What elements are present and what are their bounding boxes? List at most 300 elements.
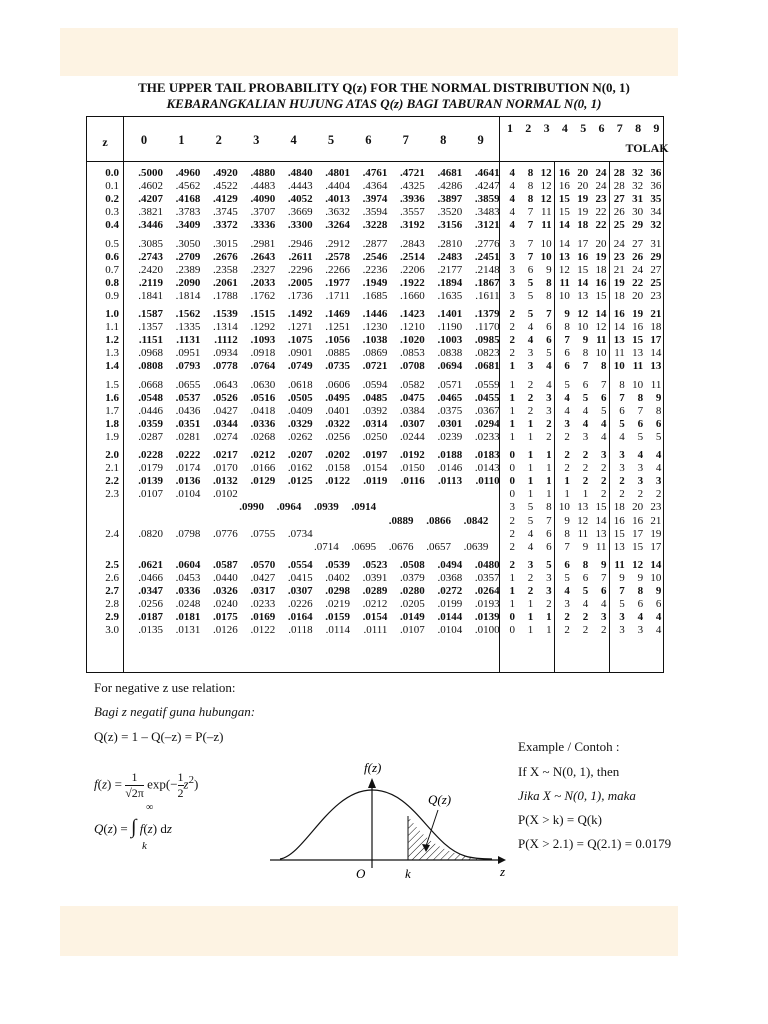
- cell-value: .3632: [325, 206, 350, 219]
- cell-value: .0274: [213, 430, 238, 443]
- cell-tolak: 14: [595, 308, 607, 320]
- cell-tolak: 4: [546, 378, 552, 391]
- cell-value: .0280: [400, 585, 425, 597]
- cell-value: .0351: [175, 417, 201, 430]
- cell-tolak: 7: [601, 378, 607, 391]
- cell-tolak: 10: [650, 571, 662, 584]
- example-line-2: Jika X ~ N(0, 1), maka: [518, 788, 636, 803]
- cell-tolak: 18: [577, 219, 589, 232]
- cell-tolak: 18: [650, 321, 662, 334]
- cell-value: .0126: [213, 624, 238, 637]
- cell-tolak: 3: [619, 449, 625, 461]
- cell-value: .0118: [288, 624, 313, 637]
- cell-value: .0248: [175, 598, 201, 611]
- cell-value: .2090: [175, 276, 201, 289]
- cell-value: .0516: [250, 391, 276, 404]
- cell-tolak: 8: [582, 558, 589, 571]
- cell-value-split: .0866: [426, 514, 451, 527]
- row-z: 1.9: [105, 430, 119, 443]
- cell-tolak: 14: [558, 219, 570, 232]
- cell-value: .0136: [175, 475, 201, 488]
- cell-tolak: 11: [559, 276, 570, 289]
- cell-value: .4562: [175, 180, 201, 193]
- cell-tolak: 2: [564, 462, 570, 475]
- cell-tolak: 5: [527, 289, 534, 302]
- cell-tolak: 4: [527, 527, 534, 540]
- cell-value: .0539: [325, 558, 350, 571]
- cell-tolak: 1: [527, 417, 534, 430]
- cell-value: .4801: [325, 167, 350, 179]
- cell-value: .2843: [400, 237, 425, 250]
- row-z: 1.1: [105, 321, 119, 334]
- cell-value: .0175: [213, 611, 238, 624]
- cell-value: .0621: [138, 558, 163, 571]
- cell-value: .4522: [213, 180, 238, 193]
- cell-tolak: 5: [637, 430, 644, 443]
- cell-value: .0951: [175, 347, 201, 360]
- cell-tolak: 2: [527, 585, 534, 597]
- cell-tolak: 2: [582, 475, 589, 488]
- cell-tolak: 5: [527, 501, 534, 514]
- cell-tolak: 2: [582, 624, 589, 637]
- cell-tolak: 1: [546, 611, 552, 624]
- cell-tolak: 2: [546, 430, 552, 443]
- cell-tolak: 11: [596, 334, 607, 347]
- row-z: 2.0: [105, 449, 119, 461]
- cell-tolak: 2: [509, 321, 515, 334]
- cell-value: .0465: [437, 391, 463, 404]
- cell-tolak: 4: [527, 334, 534, 347]
- cell-tolak: 2: [527, 391, 534, 404]
- cell-value: .3015: [213, 237, 238, 250]
- cell-value: .2358: [213, 263, 238, 276]
- cell-tolak: 5: [655, 430, 662, 443]
- table-row: [87, 598, 665, 611]
- cell-value: .1814: [175, 289, 201, 302]
- cell-value: .0107: [138, 488, 163, 501]
- cell-tolak: 12: [595, 321, 607, 334]
- cell-tolak: 15: [595, 501, 607, 514]
- cell-tolak: 5: [564, 571, 570, 584]
- cell-value: .0139: [474, 611, 500, 624]
- cell-value: .0110: [475, 475, 500, 488]
- cell-tolak: 21: [650, 514, 662, 527]
- cell-value: .0104: [175, 488, 201, 501]
- table-row: [87, 449, 665, 462]
- cell-tolak: 0: [509, 488, 515, 501]
- row-z: 0.0: [105, 167, 119, 179]
- cell-value: .1357: [138, 321, 163, 334]
- cell-value: .0289: [362, 585, 388, 597]
- example-line-4: P(X > 2.1) = Q(2.1) = 0.0179: [518, 836, 672, 851]
- cell-value: .0401: [325, 404, 350, 417]
- cell-value: .0418: [250, 404, 276, 417]
- cell-tolak: 23: [595, 193, 607, 206]
- cell-value: .2420: [138, 263, 163, 276]
- cell-value: .0233: [250, 598, 276, 611]
- table-row: [87, 238, 665, 251]
- row-z: 2.1: [105, 462, 119, 475]
- cell-value: .0708: [400, 360, 425, 373]
- cell-value: .4090: [250, 193, 276, 206]
- tolak-header-8: 8: [635, 121, 642, 135]
- cell-tolak: 7: [564, 334, 570, 347]
- cell-value: .3783: [175, 206, 201, 219]
- row-z: 2.4: [105, 527, 119, 540]
- table-row: [87, 180, 665, 193]
- cell-value: .0169: [250, 611, 276, 624]
- cell-tolak: 8: [527, 193, 534, 206]
- cell-tolak: 9: [637, 571, 644, 584]
- cell-tolak: 21: [613, 263, 625, 276]
- cell-value: .3745: [213, 206, 238, 219]
- cell-value: .5000: [138, 167, 163, 179]
- cell-value: .0336: [175, 585, 201, 597]
- cell-value: .4364: [362, 180, 388, 193]
- cell-tolak: 16: [558, 180, 570, 193]
- cell-value: .0901: [287, 347, 313, 360]
- cell-tolak: 12: [540, 193, 552, 206]
- cell-tolak: 11: [614, 558, 625, 571]
- cell-tolak: 1: [527, 611, 534, 624]
- cell-value: .3594: [362, 206, 388, 219]
- cell-tolak: 2: [509, 347, 515, 360]
- cell-value: .0132: [213, 475, 238, 488]
- cell-tolak: 9: [564, 514, 570, 527]
- cell-tolak: 1: [509, 585, 515, 597]
- table-row: [87, 515, 665, 528]
- cell-value: .0104: [437, 624, 463, 637]
- cell-value: .0129: [250, 475, 276, 488]
- row-z: 2.7: [105, 585, 119, 597]
- cell-tolak: 11: [541, 206, 552, 219]
- cell-tolak: 13: [595, 527, 607, 540]
- cell-value: .2546: [362, 250, 388, 263]
- cell-value: .3336: [250, 219, 276, 232]
- cell-value: .4404: [325, 180, 350, 193]
- cell-value: .2743: [138, 250, 163, 263]
- cell-tolak: 3: [546, 585, 552, 597]
- cell-value: .0402: [325, 571, 350, 584]
- cell-value: .3897: [437, 193, 463, 206]
- cell-value: .0808: [138, 360, 163, 373]
- cell-value: .0485: [362, 391, 388, 404]
- cell-tolak: 18: [613, 501, 625, 514]
- cell-tolak: 18: [595, 263, 607, 276]
- cell-tolak: 7: [527, 237, 534, 250]
- cell-value: .0212: [250, 449, 276, 461]
- cell-value: .1788: [213, 289, 238, 302]
- table-row: [87, 347, 665, 360]
- cell-value: .0440: [213, 571, 238, 584]
- cell-value: .0594: [362, 378, 388, 391]
- cell-tolak: 9: [655, 585, 662, 597]
- cell-value: .0281: [175, 430, 201, 443]
- cell-value: .0116: [400, 475, 425, 488]
- cell-tolak: 3: [527, 347, 534, 360]
- cell-tolak: 2: [655, 488, 662, 501]
- z-header: z: [102, 135, 108, 149]
- cell-value: .0298: [325, 585, 350, 597]
- cell-value: .3192: [400, 219, 425, 232]
- cell-tolak: 2: [527, 378, 534, 391]
- cell-value: .0233: [474, 430, 500, 443]
- cell-tolak: 23: [650, 501, 662, 514]
- cell-tolak: 15: [632, 334, 644, 347]
- cell-tolak: 17: [632, 527, 644, 540]
- col-header-1: 1: [178, 133, 185, 147]
- cell-value: .0158: [325, 462, 350, 475]
- qz-formula: Q(z) = ∫ f(z) dz ∞ k: [94, 802, 172, 852]
- row-z: 1.2: [105, 334, 119, 347]
- cell-value: .0347: [138, 585, 163, 597]
- cell-value: .0256: [325, 430, 350, 443]
- cell-value: .0150: [400, 462, 425, 475]
- cell-value: .0618: [287, 378, 313, 391]
- cell-tolak: 1: [564, 488, 570, 501]
- cell-tolak: 3: [637, 475, 644, 488]
- graph-x-label: z: [500, 864, 506, 879]
- cell-tolak: 14: [595, 514, 607, 527]
- cell-tolak: 2: [601, 488, 607, 501]
- cell-value: .3228: [362, 219, 388, 232]
- cell-value: .0272: [437, 585, 463, 597]
- cell-tolak: 4: [582, 598, 589, 611]
- row-z: 2.6: [105, 571, 119, 584]
- cell-value: .0526: [213, 391, 238, 404]
- cell-tolak: 6: [564, 347, 570, 360]
- cell-tolak: 9: [601, 558, 607, 571]
- cell-value: .1292: [250, 321, 276, 334]
- cell-tolak: 5: [546, 558, 552, 571]
- cell-tolak: 4: [637, 611, 644, 624]
- cell-value: .0256: [138, 598, 163, 611]
- cell-value: .3300: [287, 219, 313, 232]
- cell-tolak: 2: [509, 334, 515, 347]
- cell-tolak: 6: [655, 417, 662, 430]
- cell-value: .2296: [287, 263, 313, 276]
- cell-tolak: 11: [541, 219, 552, 232]
- cell-value: .0571: [437, 378, 463, 391]
- cell-value: .4840: [287, 167, 313, 179]
- cell-value: .0548: [138, 391, 163, 404]
- cell-value: .2611: [288, 250, 313, 263]
- cell-tolak: 13: [577, 501, 589, 514]
- cell-tolak: 6: [637, 598, 644, 611]
- cell-tolak: 0: [509, 475, 515, 488]
- cell-value: .0436: [175, 404, 201, 417]
- table-row: [87, 308, 665, 321]
- cell-value: .4325: [400, 180, 425, 193]
- cell-value: .0122: [325, 475, 350, 488]
- cell-tolak: 19: [613, 276, 625, 289]
- cell-tolak: 3: [637, 624, 644, 637]
- row-z: 1.4: [105, 360, 119, 373]
- cell-value: .4129: [213, 193, 238, 206]
- table-row: [87, 379, 665, 392]
- cell-value: .1635: [437, 289, 463, 302]
- cell-tolak: 8: [546, 276, 552, 289]
- cell-tolak: 22: [632, 276, 644, 289]
- cell-tolak: 8: [637, 585, 644, 597]
- cell-tolak: 2: [601, 462, 607, 475]
- cell-value: .2877: [362, 237, 388, 250]
- cell-value: .4013: [325, 193, 350, 206]
- cell-value: .1660: [400, 289, 425, 302]
- row-z: 1.5: [105, 378, 119, 391]
- cell-tolak: 24: [595, 167, 607, 179]
- cell-value: .0100: [474, 624, 500, 637]
- cell-value: .3121: [474, 219, 500, 232]
- cell-tolak: 12: [632, 558, 644, 571]
- cell-value: .0505: [287, 391, 313, 404]
- cell-value: .0197: [362, 449, 388, 461]
- top-shade: [60, 28, 678, 76]
- cell-tolak: 16: [632, 321, 644, 334]
- example-line-1: If X ~ N(0, 1), then: [518, 764, 620, 779]
- table-row: [87, 501, 665, 514]
- cell-value-split: .0889: [388, 514, 414, 527]
- cell-value: .2643: [250, 250, 276, 263]
- tolak-header-4: 4: [561, 121, 568, 135]
- cell-value: .3085: [138, 237, 163, 250]
- cell-tolak: 10: [540, 250, 552, 263]
- cell-value: .0114: [325, 624, 350, 637]
- cell-value: .0409: [287, 404, 313, 417]
- cell-value: .1762: [250, 289, 276, 302]
- cell-value: .0174: [175, 462, 201, 475]
- cell-value: .0226: [287, 598, 313, 611]
- cell-value: .4443: [287, 180, 313, 193]
- cell-value: .0508: [400, 558, 425, 571]
- cell-value: .2119: [138, 276, 163, 289]
- cell-value: .0778: [213, 360, 238, 373]
- cell-value: .4602: [138, 180, 163, 193]
- cell-value: .1841: [138, 289, 163, 302]
- cell-value: .0262: [287, 430, 313, 443]
- cell-value: .2514: [400, 250, 425, 263]
- cell-tolak: 3: [619, 462, 625, 475]
- cell-value: .0164: [287, 611, 313, 624]
- cell-value: .0734: [287, 527, 313, 540]
- tolak-header-5: 5: [580, 121, 587, 135]
- cell-tolak: 22: [595, 206, 607, 219]
- cell-value: .0244: [400, 430, 425, 443]
- cell-tolak: 1: [546, 488, 552, 501]
- cell-tolak: 14: [577, 276, 589, 289]
- cell-tolak: 22: [595, 219, 607, 232]
- cell-tolak: 1: [564, 475, 570, 488]
- cell-value: .1251: [325, 321, 350, 334]
- cell-tolak: 1: [527, 430, 534, 443]
- cell-value: .2177: [437, 263, 463, 276]
- cell-value: .2946: [287, 237, 313, 250]
- cell-tolak: 11: [577, 527, 589, 540]
- cell-value: .2709: [175, 250, 201, 263]
- cell-value: .0144: [437, 611, 463, 624]
- cell-value: .0344: [213, 417, 238, 430]
- table-row: [87, 528, 665, 541]
- tolak-header-1: 1: [507, 121, 513, 135]
- cell-value: .1736: [287, 289, 313, 302]
- row-z: 1.6: [105, 391, 119, 404]
- cell-value: .1587: [138, 308, 163, 320]
- cell-value: .0159: [325, 611, 350, 624]
- cell-value: .4286: [437, 180, 463, 193]
- table-row: [87, 405, 665, 418]
- row-z: 0.3: [105, 206, 119, 219]
- cell-value: .2483: [437, 250, 463, 263]
- col-header-2: 2: [215, 133, 222, 147]
- cell-value: .0294: [474, 417, 500, 430]
- cell-value: .4641: [474, 167, 500, 179]
- cell-value: .0455: [474, 391, 500, 404]
- cell-value: .0139: [138, 475, 163, 488]
- row-z: 1.0: [105, 308, 119, 320]
- cell-tolak: 13: [650, 360, 662, 373]
- cell-value-split: .0842: [463, 514, 489, 527]
- cell-value: .2810: [437, 237, 463, 250]
- cell-value: .0193: [474, 598, 500, 611]
- cell-value: .1379: [474, 308, 500, 320]
- graph-area-label: Q(z): [428, 792, 452, 807]
- table-row: [87, 462, 665, 475]
- cell-value: .0240: [213, 598, 238, 611]
- cell-value: .0179: [138, 462, 163, 475]
- cell-tolak: 19: [632, 308, 644, 320]
- cell-value: .1515: [250, 308, 276, 320]
- cell-value: .0357: [474, 571, 500, 584]
- cell-value: .0207: [287, 449, 313, 461]
- cell-tolak: 4: [637, 449, 644, 461]
- cell-tolak: 16: [613, 514, 625, 527]
- tolak-header-9: 9: [653, 121, 660, 135]
- cell-tolak: 4: [601, 598, 607, 611]
- row-z: 0.2: [105, 193, 119, 206]
- cell-tolak: 4: [655, 462, 662, 475]
- cell-value: .0559: [474, 378, 500, 391]
- cell-tolak: 10: [558, 501, 570, 514]
- cell-tolak: 12: [540, 180, 552, 193]
- cell-value: .3372: [213, 219, 238, 232]
- cell-tolak: 23: [650, 289, 662, 302]
- cell-tolak: 21: [650, 308, 662, 320]
- cell-tolak: 4: [509, 193, 515, 206]
- cell-tolak: 8: [655, 404, 662, 417]
- cell-tolak: 9: [546, 263, 552, 276]
- cell-value: .0322: [325, 417, 350, 430]
- cell-tolak: 1: [509, 404, 515, 417]
- cell-tolak: 6: [601, 391, 607, 404]
- cell-tolak: 8: [564, 321, 570, 334]
- table-row: [87, 611, 665, 624]
- graph-k-label: k: [405, 866, 411, 880]
- cell-value: .1038: [362, 334, 388, 347]
- cell-tolak: 19: [650, 527, 662, 540]
- cell-value: .0721: [362, 360, 388, 373]
- cell-tolak: 25: [650, 276, 662, 289]
- cell-value: .0582: [400, 378, 425, 391]
- cell-value: .1401: [437, 308, 463, 320]
- cell-value: .1977: [325, 276, 350, 289]
- cell-value: .0154: [362, 462, 388, 475]
- cell-value: .0820: [138, 527, 163, 540]
- cell-value: .0681: [474, 360, 500, 373]
- cell-value: .0384: [400, 404, 425, 417]
- cell-value: .2676: [213, 250, 238, 263]
- cell-tolak: 35: [650, 193, 662, 206]
- cell-value: .0604: [175, 558, 201, 571]
